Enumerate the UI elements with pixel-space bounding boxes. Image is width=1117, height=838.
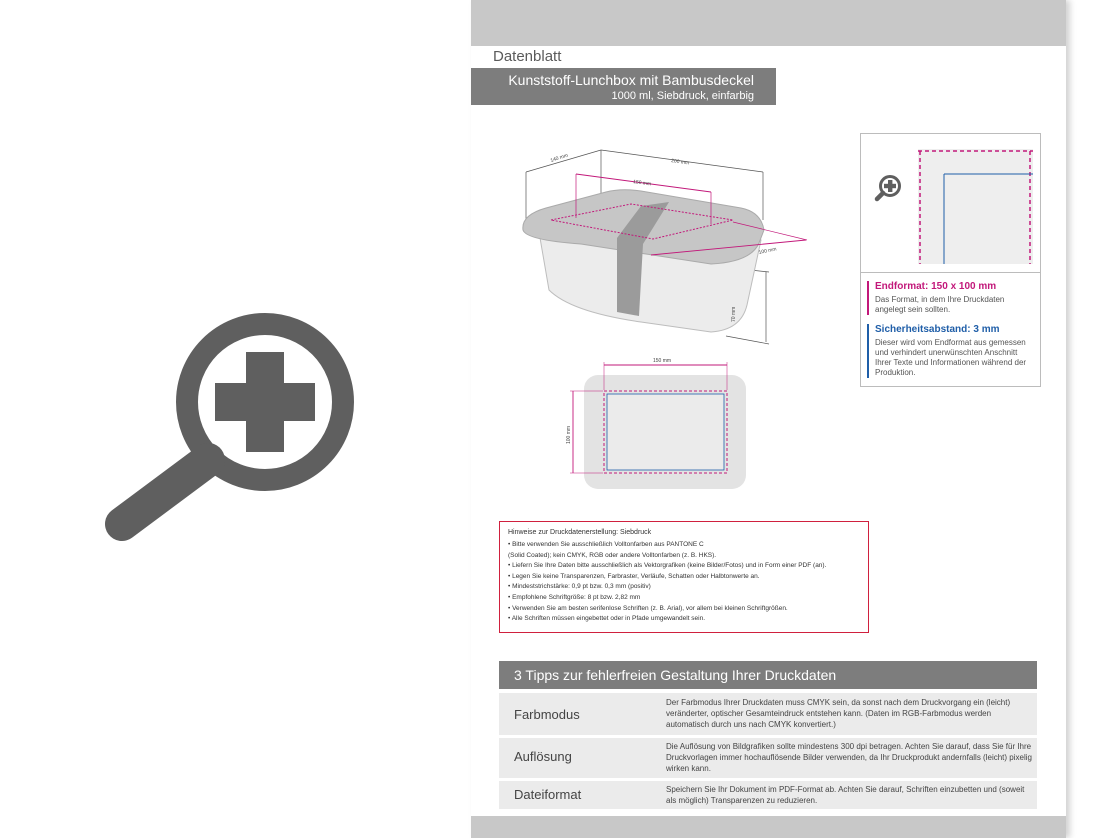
corner-preview xyxy=(918,149,1033,264)
note-line: • Liefern Sie Ihre Daten bitte ausschließlich als Vektorgrafiken (keine Bilder/Fotos) und in Form einer PDF (an). xyxy=(508,562,827,570)
top-view-drawing xyxy=(561,352,761,497)
print-notes-title: Hinweise zur Druckdatenerstellung: Siebdruck xyxy=(508,529,652,536)
title-bar xyxy=(471,68,776,105)
note-line: • Empfohlene Schriftgröße: 8 pt bzw. 2,82 mm xyxy=(508,593,641,601)
product-title: Kunststoff-Lunchbox mit Bambusdeckel xyxy=(508,72,754,88)
tip-text: Der Farbmodus Ihrer Druckdaten muss CMYK sein, da sonst nach dem Druckvorgang ein (leicht) veränderter, optischer Gesamteindruck entstehen kann. (Daten im RGB-Farbmodus werden automatisch durch uns nach CMYK konvertiert.) xyxy=(666,698,1011,729)
divider xyxy=(861,272,1040,273)
note-line: • Mindeststrichstärke: 0,9 pt bzw. 0,3 mm (positiv) xyxy=(508,583,651,591)
product-subtitle: 1000 ml, Siebdruck, einfarbig xyxy=(611,90,754,102)
endformat-title: Endformat: 150 x 100 mm xyxy=(875,281,997,292)
tip-label: Farbmodus xyxy=(514,707,580,722)
top-band xyxy=(471,0,1066,46)
top-dim-width: 150 mm xyxy=(653,358,672,364)
tip-row-farbmodus xyxy=(499,693,1037,735)
lunchbox-drawing xyxy=(521,140,841,350)
tips-header: 3 Tipps zur fehlerfreien Gestaltung Ihrer Druckdaten xyxy=(499,661,1037,689)
tip-row-dateiformat xyxy=(499,781,1037,809)
tip-text: Speichern Sie Ihr Dokument im PDF-Format ab. Achten Sie darauf, Schriften einzubetten und (soweit als möglich) Transparenzen zu reduzieren. xyxy=(666,785,1025,805)
doc-label: Datenblatt xyxy=(471,46,591,68)
tip-label: Auflösung xyxy=(514,749,572,764)
print-notes-box xyxy=(499,521,869,633)
datasheet-page xyxy=(471,0,1066,838)
tip-row-aufloesung xyxy=(499,738,1037,778)
note-line: (Solid Coated); kein CMYK, RGB oder andere Volltonfarben (z. B. HKS). xyxy=(508,551,717,559)
format-info-box xyxy=(860,133,1041,387)
dim-print-height: 100 mm xyxy=(758,246,778,256)
tip-text: Die Auflösung von Bildgrafiken sollte mindestens 300 dpi betragen. Achten Sie darauf, dass Sie für Ihre Druckvorlagen immer hochauflösende Bilder verwenden, da Ihr Druckprodukt andernfalls (leicht) pixelig wirken kann. xyxy=(666,742,1032,773)
dim-height: 70 mm xyxy=(731,306,737,322)
note-line: • Verwenden Sie am besten serifenlose Schriften (z. B. Arial), vor allem bei kleinen Schriftgrößen. xyxy=(508,604,788,612)
note-line: • Alle Schriften müssen eingebettet oder in Pfade umgewandelt sein. xyxy=(508,615,706,623)
top-dim-height: 100 mm xyxy=(566,425,572,444)
magnifier-plus-icon[interactable] xyxy=(873,172,905,204)
dim-depth: 140 mm xyxy=(549,152,569,164)
magnifier-plus-icon[interactable] xyxy=(100,310,370,550)
bottom-band xyxy=(471,816,1066,838)
safety-margin-title: Sicherheitsabstand: 3 mm xyxy=(875,324,1000,335)
note-line: • Bitte verwenden Sie ausschließlich Volltonfarben aus PANTONE C xyxy=(508,541,704,548)
safety-margin-text: Dieser wird vom Endformat aus gemessen und verhindert unerwünschten Anschnitt Ihrer Texte und Informationen während der Produktion. xyxy=(875,338,1027,377)
safety-margin-section xyxy=(867,324,1029,378)
endformat-text: Das Format, in dem Ihre Druckdaten angelegt sein sollten. xyxy=(875,295,1005,314)
dim-width: 200 mm xyxy=(670,158,690,167)
tip-label: Dateiformat xyxy=(514,787,582,802)
dim-print-width: 150 mm xyxy=(632,179,652,188)
endformat-section xyxy=(867,281,1029,315)
note-line: • Legen Sie keine Transparenzen, Farbraster, Verläufe, Schatten oder Halbtonwerte an. xyxy=(508,572,760,580)
